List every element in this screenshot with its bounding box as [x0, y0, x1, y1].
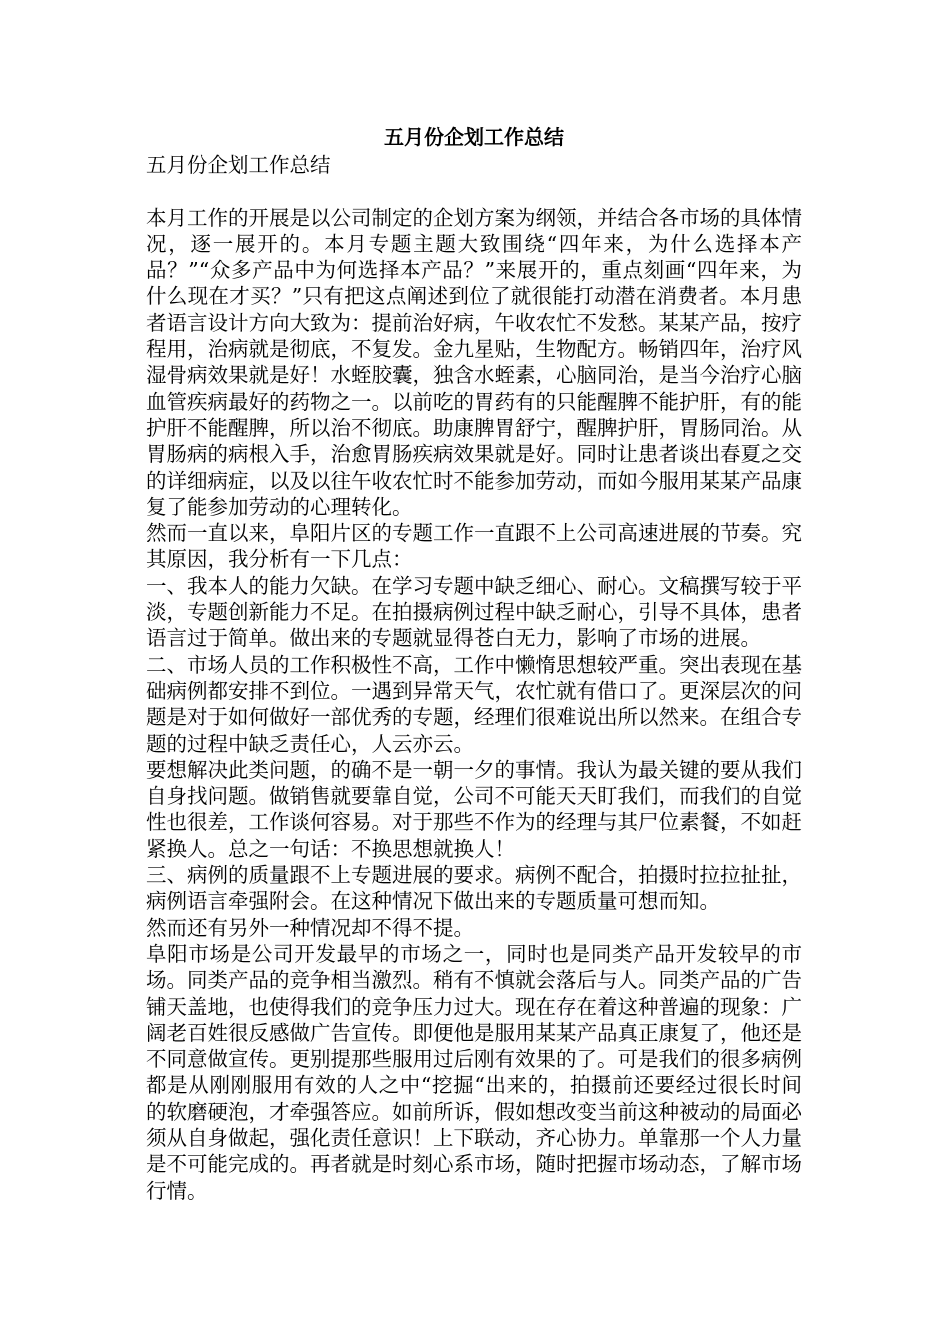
paragraph-other-situation: 然而还有另外一种情况却不得不提。: [146, 915, 474, 940]
paragraph-fuyang-market: 阜阳市场是公司开发最早的市场之一，同时也是同类产品开发较早的市场。同类产品的竞争相当激烈。稍有不慎就会落后与人。同类产品的广告铺天盖地，也使得我们的竞争压力过大。现在存在着这种普遍的现象：广阔老百姓很反感做广告宣传。即便他是服用某某产品真正康复了，他还是不同意做宣传。更别提那些服用过后刚有效果的了。可是我们的很多病例都是从刚刚服用有效的人之中“挖掘“出来的，拍摄前还要经过很长时间的软磨硬泡，才牵强答应。如前所诉，假如想改变当前这种被动的局面必须从自身做起，强化责任意识！上下联动，齐心协力。单靠那一个人力量是不可能完成的。再者就是时刻心系市场，随时把握市场动态，了解市场行情。: [146, 941, 802, 1203]
paragraph-problem-intro: 然而一直以来，阜阳片区的专题工作一直跟不上公司高速进展的节奏。究其原因，我分析有一下几点：: [146, 521, 802, 572]
paragraph-point-two: 二、市场人员的工作积极性不高，工作中懒惰思想较严重。突出表现在基础病例都安排不到位。一遇到异常天气，农忙就有借口了。更深层次的问题是对于如何做好一部优秀的专题，经理们很难说出所以然来。在组合专题的过程中缺乏责任心，人云亦云。: [146, 652, 802, 756]
paragraph-point-three: 三、病例的质量跟不上专题进展的要求。病例不配合，拍摄时拉拉扯扯，病例语言牵强附会。在这种情况下做出来的专题质量可想而知。: [146, 863, 802, 914]
paragraph-overview: 本月工作的开展是以公司制定的企划方案为纲领，并结合各市场的具体情况，逐一展开的。本月专题主题大致围绕“四年来，为什么选择本产品？”“众多产品中为何选择本产品？”来展开的，重点刻画“四年来，为什么现在才买？”只有把这点阐述到位了就很能打动潜在消费者。本月患者语言设计方向大致为：提前治好病，午收农忙不发愁。某某产品，按疗程用，治病就是彻底，不复发。金九星贴，生物配方。畅销四年，治疗风湿骨病效果就是好！水蛭胶囊，独含水蛭素，心脑同治，是当今治疗心脑血管疾病最好的药物之一。以前吃的胃药有的只能醒脾不能护肝，有的能护肝不能醒脾，所以治不彻底。助康脾胃舒宁，醒脾护肝，胃肠同治。从胃肠病的病根入手，治愈胃肠疾病效果就是好。同时让患者谈出春夏之交的详细病症，以及以往午收农忙时不能参加劳动，而如今服用某某产品康复了能参加劳动的心理转化。: [146, 205, 802, 519]
document-title: 五月份企划工作总结: [384, 125, 564, 149]
paragraph-point-one: 一、我本人的能力欠缺。在学习专题中缺乏细心、耐心。文稿撰写较于平淡，专题创新能力不足。在拍摄病例过程中缺乏耐心，引导不具体，患者语言过于简单。做出来的专题就显得苍白无力，影响了市场的进展。: [146, 573, 802, 651]
document-page: [146, 118, 802, 1204]
blank-line: [146, 178, 802, 204]
paragraph-solution: 要想解决此类问题，的确不是一朝一夕的事情。我认为最关键的要从我们自身找问题。做销售就要靠自觉，公司不可能天天盯我们，而我们的自觉性也很差，工作谈何容易。对于那些不作为的经理与其尸位素餐，不如赶紧换人。总之一句话：不换思想就换人！: [146, 757, 802, 861]
document-subtitle: 五月份企划工作总结: [146, 153, 331, 177]
